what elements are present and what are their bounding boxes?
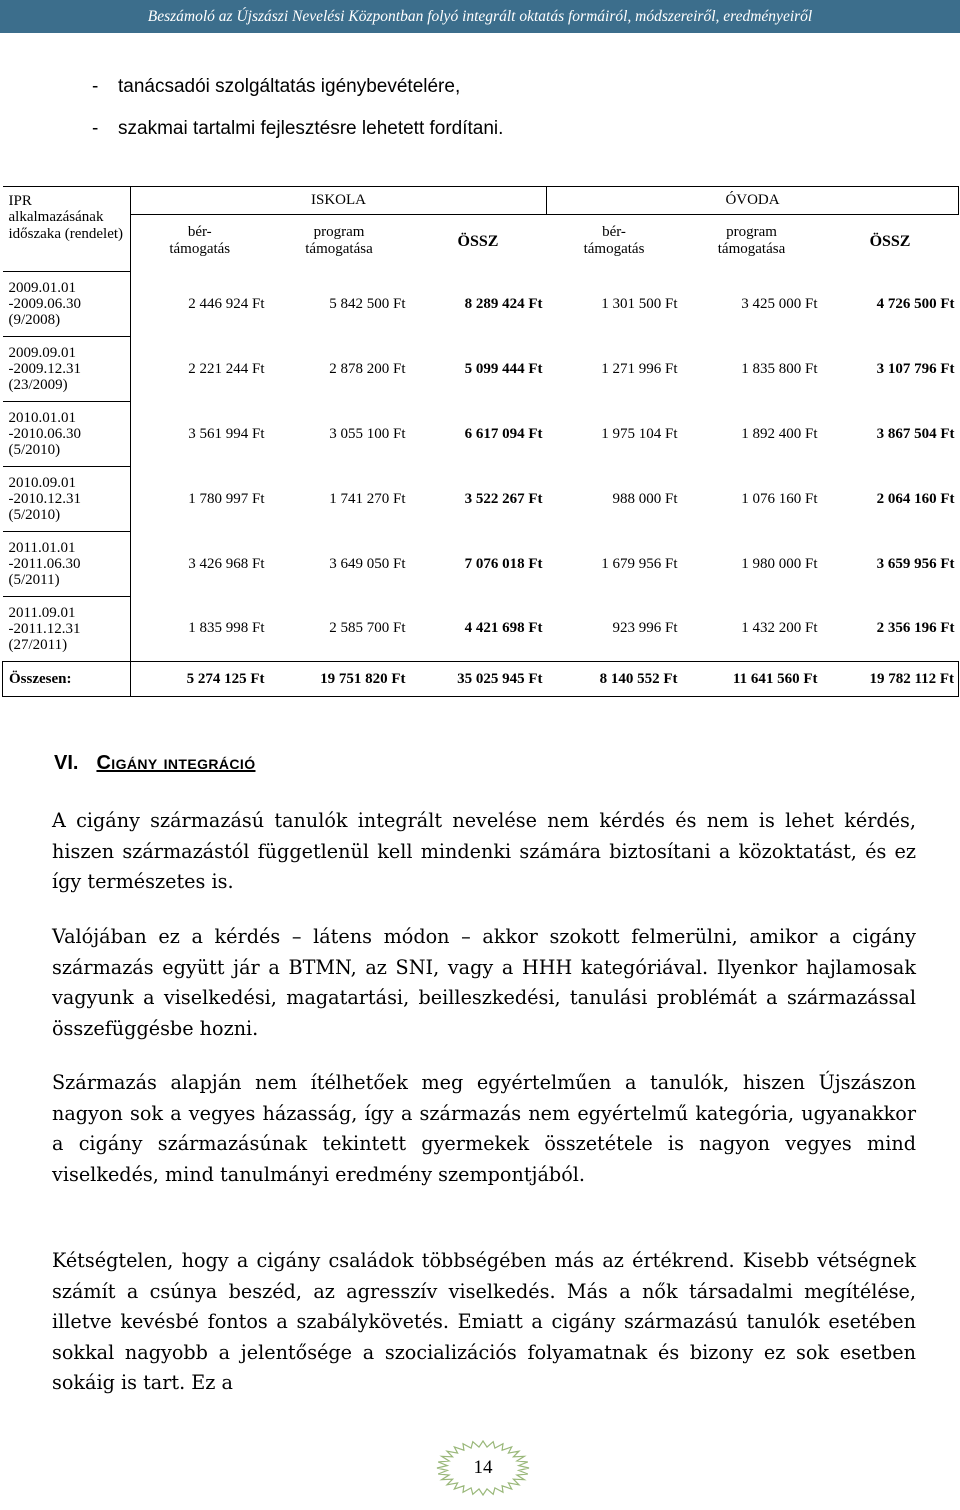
bullet-item (92, 66, 503, 108)
ovoda-group-header: ÓVODA (547, 187, 959, 215)
period-cell: 2010.01.01 -2010.06.30 (5/2010) (3, 402, 131, 467)
table-row (3, 532, 959, 597)
amount-cell-isk-prog: 3 649 050 Ft (329, 555, 406, 572)
amount-cell-ovi-prog: 1 980 000 Ft (741, 555, 818, 572)
amount-cell-ovi-ber: 1 679 956 Ft (601, 555, 678, 572)
table-row (3, 597, 959, 662)
amount-cell-ovi-ossz: 2 356 196 Ft (876, 620, 955, 637)
amount-cell-isk-ber: 2 446 924 Ft (188, 295, 265, 312)
amount-cell-ovi-ossz: 3 867 504 Ft (876, 425, 955, 442)
amount-cell-isk-ossz: 4 421 698 Ft (464, 620, 543, 637)
amount-cell-ovi-prog: 1 076 160 Ft (741, 490, 818, 507)
page-header (0, 0, 960, 33)
amount-cell-isk-ossz: 7 076 018 Ft (464, 555, 543, 572)
total-label: Összesen: (3, 662, 131, 697)
amount-cell-isk-ossz: 3 522 267 Ft (464, 490, 543, 507)
section-heading (54, 752, 255, 775)
amount-cell-ovi-ber: 1 271 996 Ft (601, 360, 678, 377)
amount-cell-ovi-ossz: 2 064 160 Ft (876, 490, 955, 507)
amount-cell-isk-prog: 5 842 500 Ft (329, 295, 406, 312)
amount-cell-ovi-ber: 988 000 Ft (612, 490, 678, 507)
section-title: Cigány integráció (96, 752, 256, 774)
amount-cell-isk-ossz: 6 617 094 Ft (464, 425, 543, 442)
table-row (3, 467, 959, 532)
bullet-item (92, 108, 503, 150)
iskola-ossz-header: ÖSSZ (457, 232, 499, 250)
amount-cell-isk-ber: 3 426 968 Ft (188, 555, 265, 572)
period-cell: 2009.01.01 -2009.06.30 (9/2008) (3, 272, 131, 337)
bullet-text: szakmai tartalmi fejlesztésre lehetett fordítani. (118, 118, 504, 139)
header-title: Beszámoló az Újszászi Nevelési Központban folyó integrált oktatás formáiról, módszereiről, eredményeiről (147, 8, 813, 25)
amount-cell-ovi-ossz: 4 726 500 Ft (876, 295, 955, 312)
total-ovoda-program: 11 641 560 Ft (682, 662, 822, 697)
paragraph: Származás alapján nem ítélhetőek meg egyértelműen a tanulók, hiszen Újszászon nagyon sok a vegyes házasság, így a származás nem egyértelmű kategória, ugyanakkor a cigány származásúnak tekintett gyermekek összetétele is nagyon vegyes mind viselkedés, mind tanulmányi eredmény szempontjából. (52, 1071, 916, 1186)
amount-cell-isk-ossz: 5 099 444 Ft (464, 360, 543, 377)
amount-cell-ovi-ber: 1 975 104 Ft (601, 425, 678, 442)
amount-cell-isk-ber: 1 835 998 Ft (188, 620, 265, 637)
table-row (3, 272, 959, 337)
amount-cell-ovi-ber: 1 301 500 Ft (601, 295, 678, 312)
amount-cell-isk-ber: 3 561 994 Ft (188, 425, 265, 442)
amount-cell-ovi-ossz: 3 107 796 Ft (876, 360, 955, 377)
paragraph: Valójában ez a kérdés – látens módon – akkor szokott felmerülni, amikor a cigány származás együtt jár a BTMN, az SNI, vagy a HHH kategóriával. Ilyenkor hajlamosak vagyunk a viselkedési, magatartási, beilleszkedési, tanulási problémát a származással összefüggésbe hozni. (52, 925, 916, 1040)
table-row (3, 337, 959, 402)
ovoda-ossz-header: ÖSSZ (869, 232, 911, 250)
total-row (3, 662, 959, 697)
section-number: VI. (54, 752, 79, 774)
bullet-text: tanácsadói szolgáltatás igénybevételére, (118, 76, 461, 97)
total-iskola-program: 19 751 820 Ft (269, 662, 410, 697)
ipr-funding-table (2, 186, 959, 697)
iskola-program-header: program támogatása (305, 224, 373, 258)
amount-cell-isk-ber: 2 221 244 Ft (188, 360, 265, 377)
amount-cell-ovi-prog: 1 835 800 Ft (741, 360, 818, 377)
period-cell: 2009.09.01 -2009.12.31 (23/2009) (3, 337, 131, 402)
table-body (3, 272, 959, 662)
period-column-header: IPR alkalmazásának időszaka (rendelet) (3, 187, 131, 272)
bullet-dash: - (92, 118, 99, 139)
bullet-dash: - (92, 76, 99, 97)
amount-cell-ovi-ber: 923 996 Ft (612, 620, 678, 637)
ovoda-program-header: program támogatása (717, 224, 786, 258)
total-iskola-ossz: 35 025 945 Ft (410, 662, 547, 697)
amount-cell-isk-prog: 2 585 700 Ft (329, 620, 406, 637)
total-iskola-ber: 5 274 125 Ft (131, 662, 269, 697)
total-ovoda-ber: 8 140 552 Ft (547, 662, 682, 697)
paragraph: A cigány származású tanulók integrált nevelése nem kérdés és nem is lehet kérdés, hiszen származástól függetlenül kell mindenki számára biztosítani a közoktatást, és ez így természetes is. (52, 809, 916, 894)
amount-cell-ovi-prog: 1 432 200 Ft (741, 620, 818, 637)
page-number-badge (433, 1438, 533, 1498)
amount-cell-ovi-prog: 3 425 000 Ft (741, 295, 818, 312)
amount-cell-isk-ossz: 8 289 424 Ft (464, 295, 543, 312)
page-number: 14 (473, 1457, 493, 1478)
period-cell: 2010.09.01 -2010.12.31 (5/2010) (3, 467, 131, 532)
table-row (3, 402, 959, 467)
paragraph: Kétségtelen, hogy a cigány családok többségében más az értékrend. Kisebb vétségnek számít a csúnya beszéd, az agresszív viselkedés. Más a nők társadalmi megítélése, illetve kevésbé fontos a szabálykövetés. Emiatt a cigány származású tanulók esetében sokkal nagyobb a jelentősége a szocializációs folyamatnak és bizony ez sok esetben sokáig is tart. Ez a (52, 1249, 916, 1395)
ovoda-ber-header: bér- támogatás (583, 224, 645, 258)
amount-cell-isk-prog: 2 878 200 Ft (329, 360, 406, 377)
iskola-group-header: ISKOLA (131, 187, 547, 215)
total-ovoda-ossz: 19 782 112 Ft (822, 662, 959, 697)
amount-cell-ovi-ossz: 3 659 956 Ft (876, 555, 955, 572)
bullet-list (92, 66, 503, 150)
amount-cell-isk-prog: 3 055 100 Ft (329, 425, 406, 442)
amount-cell-isk-prog: 1 741 270 Ft (329, 490, 406, 507)
iskola-ber-header: bér- támogatás (169, 224, 231, 258)
period-cell: 2011.01.01 -2011.06.30 (5/2011) (3, 532, 131, 597)
amount-cell-ovi-prog: 1 892 400 Ft (741, 425, 818, 442)
period-cell: 2011.09.01 -2011.12.31 (27/2011) (3, 597, 131, 662)
amount-cell-isk-ber: 1 780 997 Ft (188, 490, 265, 507)
